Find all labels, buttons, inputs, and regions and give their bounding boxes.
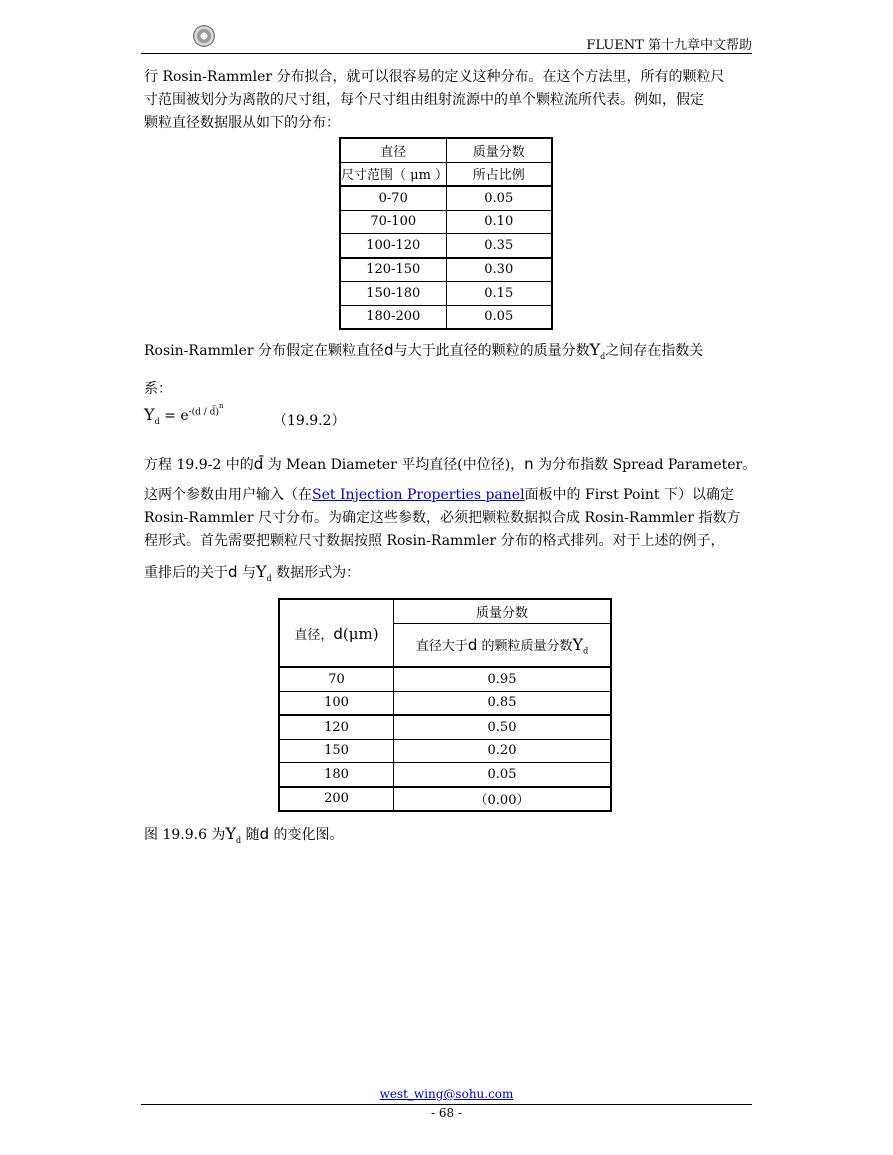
text-span: 直径， xyxy=(294,627,334,643)
symbol-d: d xyxy=(259,825,270,843)
intro-line: 寸范围被划分为离散的尺寸组，每个尺寸组由组射流源中的单个颗粒流所代表。例如，假定 xyxy=(144,92,704,108)
table-cell: 0.10 xyxy=(446,210,552,234)
table-row xyxy=(340,234,552,258)
table-row xyxy=(340,186,552,210)
table-row xyxy=(279,691,611,715)
text-span: 为分布指数 Spread Parameter。 xyxy=(533,457,757,473)
text-line: Rosin-Rammler 尺寸分布。为确定这些参数，必须把颗粒数据拟合成 Rosin-Rammler 指数方 xyxy=(144,510,741,526)
table-header-row xyxy=(279,599,611,623)
cumulative-mass-fraction-table xyxy=(278,598,612,812)
symbol-subscript: d xyxy=(266,573,272,583)
table-row xyxy=(340,305,552,329)
table-row xyxy=(279,739,611,763)
text-span: 方程 19.9-2 中的 xyxy=(144,457,254,473)
text-span: 重排后的关于 xyxy=(144,565,228,581)
table-row xyxy=(279,763,611,787)
table-cell: 0.85 xyxy=(394,691,612,715)
table-subheader-row xyxy=(340,162,552,186)
page-number: - 68 - xyxy=(430,1106,462,1120)
parameter-paragraph xyxy=(144,453,757,590)
intro-line: 行 Rosin-Rammler 分布拟合，就可以很容易的定义这种分布。在这个方法里，所有的颗粒尺 xyxy=(144,69,725,85)
table-row xyxy=(279,787,611,812)
text-span: 的颗粒质量分数 xyxy=(477,638,573,654)
equation-exponent: -(d / d̄) xyxy=(188,407,219,418)
table-cell: 70 xyxy=(279,667,394,691)
intro-paragraph xyxy=(144,66,752,135)
text-span: 图 19.9.6 为 xyxy=(144,827,226,843)
footer-rule xyxy=(141,1104,752,1105)
text-span: 系： xyxy=(144,380,172,397)
table-cell: 200 xyxy=(279,787,394,812)
text-span: 数据形式为： xyxy=(271,565,361,581)
table-header-cell: 直径 xyxy=(340,138,446,162)
table-cell: 0.95 xyxy=(394,667,612,691)
text-span: 随 xyxy=(241,827,260,843)
equation-lhs-subscript: d xyxy=(154,416,160,426)
intro-line: 颗粒直径数据服从如下的分布： xyxy=(144,115,340,131)
symbol-d: d xyxy=(467,635,478,654)
text-span: 与 xyxy=(237,565,256,581)
text-line: 程形式。首先需要把颗粒尺寸数据按照 Rosin-Rammler 分布的格式排列。对于上述的例子， xyxy=(144,533,725,549)
table-cell: 0.30 xyxy=(446,258,552,282)
table-cell: 180 xyxy=(279,763,394,787)
table-cell: 0.20 xyxy=(394,739,612,763)
text-span: 之间存在指数关 xyxy=(605,343,704,359)
table-cell: 0.35 xyxy=(446,234,552,258)
table-row xyxy=(340,282,552,306)
footer-email xyxy=(0,1087,893,1101)
symbol-Y: Y xyxy=(255,562,267,581)
table-header-cell: 所占比例 xyxy=(446,162,552,186)
table-cell: 120-150 xyxy=(340,258,446,282)
table-row xyxy=(340,210,552,234)
table-cell: 0.50 xyxy=(394,715,612,739)
table-cell: 100 xyxy=(279,691,394,715)
table-cell: （0.00） xyxy=(394,787,612,812)
unit-um: (μm) xyxy=(342,624,379,643)
text-span: 与大于此直径的颗粒的质量分数 xyxy=(393,343,590,359)
header-title: FLUENT 第十九章中文帮助 xyxy=(586,38,752,53)
symbol-subscript: d xyxy=(583,646,589,656)
symbol-d: d xyxy=(333,624,343,643)
table-cell: 0-70 xyxy=(340,186,446,210)
equation xyxy=(144,402,223,426)
table-cell: 70-100 xyxy=(340,210,446,234)
table-header-cell xyxy=(394,623,612,667)
table-header-cell xyxy=(279,599,394,667)
text-span: 的变化图。 xyxy=(269,827,344,843)
symbol-subscript: d xyxy=(600,351,606,361)
symbol-Y: Y xyxy=(589,340,601,359)
symbol-d: d xyxy=(384,341,394,359)
text-span: 直径大于 xyxy=(415,638,468,654)
table-cell: 0.05 xyxy=(446,186,552,210)
symbol-dbar: d̄ xyxy=(253,455,264,473)
table-row xyxy=(279,715,611,739)
table-cell: 0.15 xyxy=(446,282,552,306)
table-cell: 120 xyxy=(279,715,394,739)
equation-lhs: Y xyxy=(144,405,155,424)
size-distribution-table xyxy=(339,137,553,330)
equation-exponent-n: n xyxy=(218,402,224,410)
table-row xyxy=(279,667,611,691)
text-span: 这两个参数由用户输入（在 xyxy=(144,487,312,503)
logo-icon xyxy=(193,25,215,47)
symbol-Y: Y xyxy=(225,824,236,843)
header-rule xyxy=(141,53,752,54)
figure-caption xyxy=(144,822,752,852)
symbol-Y: Y xyxy=(572,634,584,654)
table-row xyxy=(340,258,552,282)
table-cell: 150-180 xyxy=(340,282,446,306)
equation-number: （19.9.2） xyxy=(273,413,346,429)
equation-eq: = e xyxy=(159,408,189,424)
table-cell: 0.05 xyxy=(394,763,612,787)
symbol-subscript: d xyxy=(236,835,242,845)
table-header-cell: 质量分数 xyxy=(446,138,552,162)
symbol-d: d xyxy=(228,563,238,581)
table-cell: 0.05 xyxy=(446,305,552,329)
table-cell: 150 xyxy=(279,739,394,763)
set-injection-properties-link[interactable]: Set Injection Properties panel xyxy=(312,487,525,503)
rosin-rammler-paragraph xyxy=(144,338,752,401)
table-cell: 100-120 xyxy=(340,234,446,258)
table-header-row xyxy=(340,138,552,162)
email-link[interactable]: west_wing@sohu.com xyxy=(379,1087,514,1101)
text-span: 为 Mean Diameter 平均直径(中位径)， xyxy=(263,457,525,473)
table-cell: 180-200 xyxy=(340,305,446,329)
text-span: Rosin-Rammler 分布假定在颗粒直径 xyxy=(144,343,385,359)
table-header-cell: 尺寸范围（ μm ） xyxy=(340,162,446,186)
table-header-cell: 质量分数 xyxy=(394,599,612,623)
symbol-n: n xyxy=(524,455,534,473)
text-span: 面板中的 First Point 下）以确定 xyxy=(524,487,735,503)
